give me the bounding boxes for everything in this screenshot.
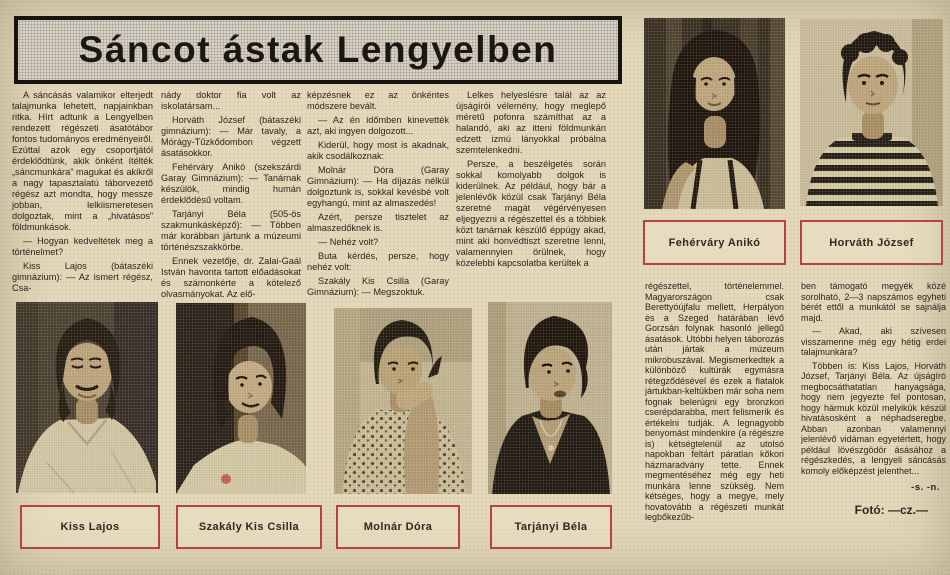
paragraph: képzésnek ez az önkéntes módszere bevált. [307, 90, 449, 111]
caption-label: Horváth József [829, 236, 914, 249]
caption-label: Kiss Lajos [60, 521, 120, 533]
paragraph: régészettel, történelemmel. Magyarországon csak Berettyóújfalu mellett, Herpályon és a Szeged határában lévő Gorzsán folynak hasonló jellegű ásatások. Utóbbi helyen táborozás után jártak a múzeum mikrobuszával. Megismerkedtek a különböző kultúrák egymásra rétegződésével és ezek a fiatalok jártukban-keltükben már soha nem fognak belerúgni egy bronzkori cserépdarabba, mert felismerik és értékelni tudják. A legnagyobb benyomást mindenkire (a régészre is) kétségtelenül az utolsó napokban feltárt páratlan kőkori házmaradvány tette. Ennek megmentéséhez még egy heti munkára lenne szükség. Nem kétséges, hogy a megye, mely hovatovább a régészeti munkát legbőkezűb- [645, 281, 784, 522]
caption-tarjanyi-bela [490, 505, 612, 549]
paragraph: Fehérváry Anikó (szekszárdi Garay Gimnázium): — Tanárnak készülök, mindig humán érdeklődésű voltam. [161, 162, 301, 205]
caption-szakaly-kis-csilla [176, 505, 322, 549]
paragraph: ben támogató megyék közé sorolható, 2—3 napszámos egyheti bérét ettől a munkától se sajnálja majd. [801, 281, 946, 323]
paragraph: Tarjányi Béla (505-ös szakmunkásképző): — Többen már korábban jártunk a múzeumi történészszakkörbe. [161, 209, 301, 252]
paragraph: — Hogyan kedveltétek meg a történelmet? [12, 236, 153, 257]
caption-label: Molnár Dóra [363, 521, 433, 533]
paragraph: Kiderül, hogy most is akadnak, akik csodálkoznak: [307, 140, 449, 161]
headline-box [14, 16, 622, 84]
photo-fehervary-aniko [644, 18, 785, 209]
paragraph: nády doktor fia volt az iskolatársam... [161, 90, 301, 111]
caption-molnar-dora [336, 505, 460, 549]
photo-horvath-jozsef [800, 19, 943, 206]
paragraph: Horváth József (bátaszéki gimnázium): — Már tavaly, a Mórágy-Tűzkődombon végzett ásatásokkor. [161, 115, 301, 158]
paragraph: Lelkes helyeslésre talál az az újságírói vélemény, hogy meglepő méretű pofonra számíthat az a halandó, aki az itteni földmunkán edzett izmú lányokkal próbálna szemtelenkedni. [456, 90, 606, 155]
paragraph: — Akad, aki szívesen visszamenne még egy hétig erdei talajmunkára? [801, 326, 946, 357]
article-column-2 [161, 90, 301, 310]
article-column-5 [645, 281, 784, 575]
headline: Sáncot ástak Lengyelben [78, 29, 558, 70]
paragraph: Buta kérdés, persze, hogy nehéz volt: [307, 251, 449, 272]
photo-molnar-dora [334, 308, 472, 494]
caption-label: Fehérváry Anikó [668, 236, 761, 249]
caption-fehervary-aniko [643, 220, 786, 265]
caption-horvath-jozsef [800, 220, 943, 265]
paragraph: Kiss Lajos (bátaszéki gimnázium): — Az ismert régész, Csa- [12, 261, 153, 293]
paragraph: Persze, a beszélgetés során sokkal komolyabb dolgok is kiderülnek. Az például, hogy bár a jelenlévők közül csak Tarjányi Béla szeretné magát végérvényesen eljegyezni a régészettel és a többiek közt tanárnak készülő éppúgy akad, mint aki honvédtiszt szeretne lenni, valamennyien örülnek, hogy közelebbi kapcsolatba kerültek a [456, 159, 606, 268]
paragraph: Ennek vezetője, dr. Zalai-Gaál István havonta tartott előadásokat és számonkérte a kötelező olvasmányokat. Az elő- [161, 256, 301, 299]
paragraph: — Az én időmben kinevették azt, aki ingyen dolgozott... [307, 115, 449, 136]
author-initials: -s. -n. [911, 482, 940, 493]
paragraph: — Nehéz volt? [318, 237, 379, 247]
paragraph: A sáncásás valamikor elterjedt talajmunka lehetett, napjainkban ritka. Hírt adtunk a Lengyelben rendezett régészeti ásatótábor fontos tudományos eredményeiről. Ezúttal azok egy csoportjától érdeklődtünk, akik önként ítélték „sáncmunkára” magukat és akikről a nagy tapasztalatú táborvezető régész azt mondta, hogy messze jobban, lelkiismeretesen dolgoztak, mint a „hivatásos” földmunkások. [12, 90, 153, 232]
article-column-1 [12, 90, 153, 310]
article-column-6 [801, 281, 946, 575]
paragraph: Szakály Kis Csilla (Garay Gimnázium): — Megszoktuk. [307, 276, 449, 297]
caption-label: Szakály Kis Csilla [198, 521, 300, 533]
photo-credit: Fotó: —cz.— [854, 502, 928, 517]
paragraph: Molnár Dóra (Garay Gimnázium): — Ha díjazás nélkül dolgoztunk is, sokkal kevésbé volt egyhangú, mint az almaszedés! [307, 165, 449, 208]
photo-tarjanyi-bela [488, 302, 612, 494]
caption-kiss-lajos [20, 505, 160, 549]
photo-szakaly-kis-csilla [176, 303, 306, 494]
article-column-3 [307, 90, 449, 310]
article-column-4 [456, 90, 606, 310]
paragraph: Többen is: Kiss Lajos, Horváth József, Tarjányi Béla. Az újságíró megbocsáthatatlan hanyagsága, hogy nem jegyezte fel pontosan, hogy hármuk közül melyikük készül hivatásosként a néphadseregbe. Abban azonban valamennyi jelenlévő vidáman egyetértett, hogy például lövészgödör ásásához a régészkedés, a lengyeli sáncásás komoly előképzést jelenthet... [801, 360, 946, 476]
caption-label: Tarjányi Béla [514, 521, 588, 533]
photo-kiss-lajos [16, 302, 158, 493]
paragraph: Azért, persze tisztelet az almaszedőknek is. [307, 212, 449, 233]
